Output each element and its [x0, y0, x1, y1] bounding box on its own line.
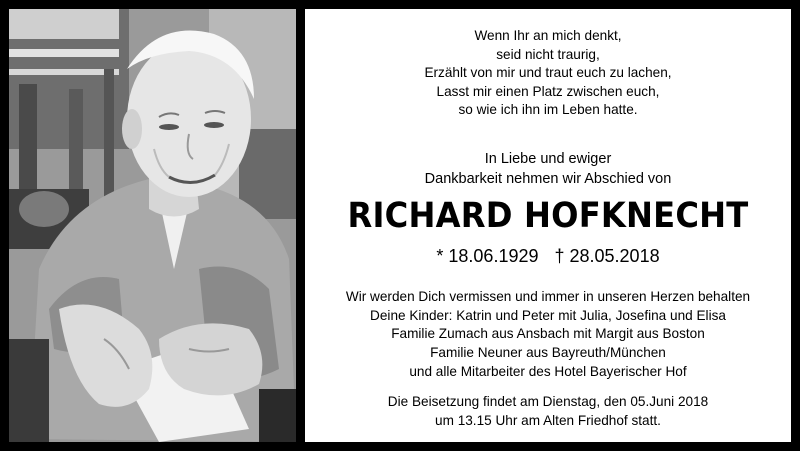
poem — [305, 27, 791, 120]
birth-date: * 18.06.1929 — [436, 246, 539, 266]
funeral-line: um 13.15 Uhr am Alten Friedhof statt. — [435, 412, 661, 428]
poem-line: Wenn Ihr an mich denkt, — [474, 28, 622, 43]
intro-line: Dankbarkeit nehmen wir Abschied von — [424, 170, 672, 187]
obituary-text-panel — [305, 9, 791, 442]
mourners-line: Familie Zumach aus Ansbach mit Margit aus Boston — [391, 326, 705, 342]
farewell-intro — [305, 150, 791, 189]
poem-line: so wie ich ihn im Leben hatte. — [458, 102, 638, 118]
funeral-line: Die Beisetzung findet am Dienstag, den 05.Juni 2018 — [387, 394, 709, 409]
portrait-photo-graphic — [9, 9, 296, 442]
poem-line: Erzählt von mir und traut euch zu lachen, — [424, 65, 672, 81]
life-dates — [305, 245, 791, 267]
portrait-photo — [9, 9, 296, 442]
mourners-line: Deine Kinder: Katrin und Peter mit Julia, Josefina und Elisa — [370, 307, 726, 323]
mourners-line: Familie Neuner aus Bayreuth/München — [430, 345, 666, 361]
intro-line: In Liebe und ewiger — [484, 151, 612, 167]
poem-line: Lasst mir einen Platz zwischen euch, — [436, 83, 660, 99]
mourners-list — [305, 288, 791, 382]
mourners-line: und alle Mitarbeiter des Hotel Bayerischer Hof — [409, 363, 687, 379]
mourners-line: Wir werden Dich vermissen und immer in unseren Herzen behalten — [345, 289, 751, 304]
funeral-notice — [305, 393, 791, 430]
poem-line: seid nicht traurig, — [496, 46, 600, 62]
deceased-name: RICHARD HOFKNECHT — [347, 196, 749, 236]
death-date: † 28.05.2018 — [554, 246, 660, 266]
